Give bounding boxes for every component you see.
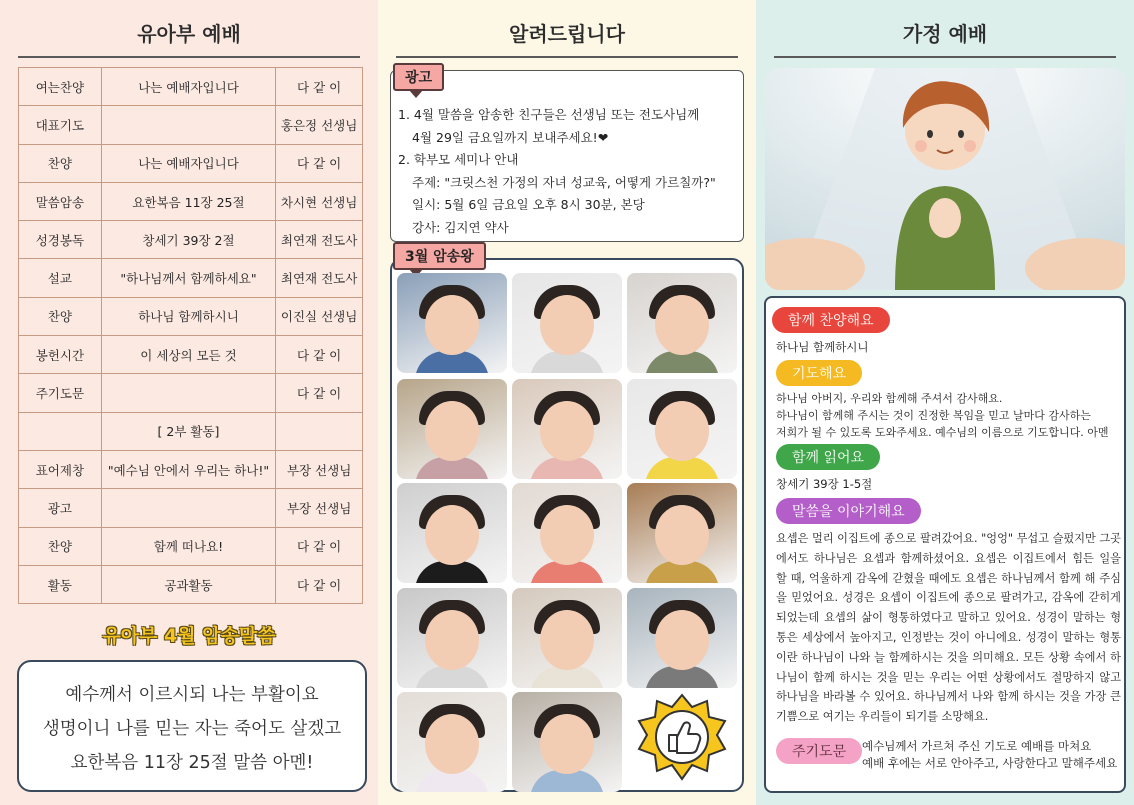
order-row: [19, 336, 363, 374]
child-photo: [512, 379, 622, 479]
verse-title: 유아부 4월 암송말씀: [102, 625, 276, 647]
order-item: 말씀암송: [19, 182, 102, 220]
story-label: 말씀을 이야기해요: [776, 498, 921, 524]
verse-box: [17, 660, 367, 792]
order-item: 찬양: [19, 527, 102, 565]
child-photo: [397, 273, 507, 373]
ad-item-1: 1. 4월 말씀을 암송한 친구들은 선생님 또는 전도사님께: [398, 107, 700, 122]
child-photo: [512, 483, 622, 583]
order-item: 찬양: [19, 144, 102, 182]
order-row: [19, 221, 363, 259]
order-leader: 다 같 이: [276, 374, 363, 412]
lords-prayer-line: 예수님께서 가르쳐 주신 기도로 예배를 마쳐요: [862, 739, 1092, 753]
order-content: 창세기 39장 2절: [101, 221, 275, 259]
order-row: [19, 182, 363, 220]
ad-item-2-speaker: 강사: 김지연 약사: [412, 219, 509, 235]
order-leader: 최연재 전도사: [276, 259, 363, 297]
read-text: 창세기 39장 1-5절: [776, 477, 873, 491]
order-item: 대표기도: [19, 106, 102, 144]
child-photo: [627, 273, 737, 373]
ad-item-1-deadline: 4월 29일 금요일까지 보내주세요!❤: [412, 129, 609, 145]
praying-child-illustration: [765, 68, 1125, 290]
order-item: 주기도문: [19, 374, 102, 412]
order-row: [19, 565, 363, 603]
child-photo: [512, 588, 622, 688]
left-title: 유아부 예배: [137, 22, 241, 46]
verse-line: 요한복음 11장 25절 말씀 아멘!: [70, 753, 314, 773]
order-leader: [276, 412, 363, 450]
order-row: [19, 374, 363, 412]
ad-item-2-topic: 주제: "크릿스천 가정의 자녀 성교육, 어떻게 가르칠까?": [412, 174, 716, 190]
order-content: [101, 106, 275, 144]
order-item: 봉헌시간: [19, 336, 102, 374]
order-row: [19, 106, 363, 144]
order-content: 요한복음 11장 25절: [101, 182, 275, 220]
middle-title: 알려드립니다: [509, 22, 625, 46]
order-item: [19, 412, 102, 450]
left-title-rule: [18, 56, 360, 58]
order-content: 하나님 함께하시니: [101, 297, 275, 335]
child-photo: [512, 692, 622, 792]
order-content: "하나님께서 함께하세요": [101, 259, 275, 297]
announcement-list: [398, 104, 743, 239]
order-leader: 다 같 이: [276, 336, 363, 374]
praying-child-icon: [765, 68, 1125, 290]
pray-text: 하나님 아버지, 우리와 함께해 주셔서 감사해요. 하나님이 함께해 주시는 것이 진정한 복임을 믿고 날마다 감사하는 저희가 될 수 있도록 도와주세요. 예수님의 이름으로 기도합니다. 아멘: [776, 392, 1109, 439]
worship-order-table: [18, 67, 363, 604]
order-row: [19, 489, 363, 527]
child-photo: [397, 379, 507, 479]
order-row: [19, 297, 363, 335]
order-row: [19, 259, 363, 297]
order-item: 표어제창: [19, 450, 102, 488]
order-leader: 다 같 이: [276, 68, 363, 106]
order-leader: 다 같 이: [276, 144, 363, 182]
right-title-rule: [774, 56, 1116, 58]
ad-item-2-date: 일시: 5월 6일 금요일 오후 8시 30분, 본당: [412, 197, 645, 212]
right-title: 가정 예배: [902, 22, 988, 46]
child-photo: [397, 588, 507, 688]
order-item: 여는찬양: [19, 68, 102, 106]
child-photo: [397, 692, 507, 792]
order-item: 찬양: [19, 297, 102, 335]
order-item: 활동: [19, 565, 102, 603]
story-text: 요셉은 멀리 이집트에 종으로 팔려갔어요. "엉엉" 무섭고 슬펐지만 그곳에서도 하나님은 요셉과 함께하셨어요. 요셉은 이집트에서 힘든 일을 할 때, 억울하게 감옥에 갇혔을 때에도 요셉은 하나님께서 함께 해 주심을 믿었어요. 성경은 요셉이 이집트에 종으로 팔려가고, 감옥에 갇히게 되었는데 요셉의 삶이 형통하였다고 말하고 있어요. 성경이 말하는 형통은 세상에서 높아지고, 인정받는 것이 아니에요. 성경이 말하는 형통이란 하나님이 나와 늘 함께하시는 것을 의미해요. 모든 상황 속에서 하나님이 함께 하시는 것을 믿는 우리는 어떤 상황에서도 절망하지 않고 하나님을 바라볼 수 있어요. 하나님께서 나와 함께 하시는 것을 가장 큰 기쁨으로 여기는 우리들이 되기를 소망해요.: [776, 532, 1121, 724]
child-photo: [627, 483, 737, 583]
order-leader: 다 같 이: [276, 565, 363, 603]
thumbs-up-icon: [637, 693, 727, 783]
order-leader: 다 같 이: [276, 527, 363, 565]
order-row: [19, 68, 363, 106]
order-leader: 차시현 선생님: [276, 182, 363, 220]
order-content: 함께 떠나요!: [101, 527, 275, 565]
order-leader: 부장 선생님: [276, 489, 363, 527]
child-photo: [397, 483, 507, 583]
pray-label: 기도해요: [776, 360, 862, 386]
order-row: [19, 412, 363, 450]
order-item: 성경봉독: [19, 221, 102, 259]
verse-line: 생명이니 나를 믿는 자는 죽어도 살겠고: [42, 719, 342, 739]
order-content: 나는 예배자입니다: [101, 68, 275, 106]
order-item: 광고: [19, 489, 102, 527]
order-leader: 최연재 전도사: [276, 221, 363, 259]
child-photo: [512, 273, 622, 373]
order-content: [ 2부 활동]: [101, 412, 275, 450]
order-content: [101, 489, 275, 527]
order-content: 이 세상의 모든 것: [101, 336, 275, 374]
lords-prayer-text: [862, 738, 1124, 772]
order-row: [19, 144, 363, 182]
order-content: 공과활동: [101, 565, 275, 603]
order-content: 나는 예배자입니다: [101, 144, 275, 182]
order-leader: 홍은정 선생님: [276, 106, 363, 144]
lords-prayer-line: 예배 후에는 서로 안아주고, 사랑한다고 말해주세요: [862, 756, 1118, 770]
child-photo: [627, 588, 737, 688]
lords-prayer-label: 주기도문: [776, 738, 862, 764]
middle-title-rule: [396, 56, 738, 58]
sing-label: 함께 찬양해요: [772, 307, 890, 333]
order-item: 설교: [19, 259, 102, 297]
ad-tag: 광고: [393, 63, 444, 91]
order-content: [101, 374, 275, 412]
order-leader: 이진실 선생님: [276, 297, 363, 335]
order-leader: 부장 선생님: [276, 450, 363, 488]
order-content: "예수님 안에서 우리는 하나!": [101, 450, 275, 488]
verse-line: 예수께서 이르시되 나는 부활이요: [65, 685, 319, 705]
order-row: [19, 450, 363, 488]
child-photo: [627, 379, 737, 479]
ad-item-2: 2. 학부모 세미나 안내: [398, 152, 519, 167]
order-row: [19, 527, 363, 565]
sing-text: 하나님 함께하시니: [776, 340, 869, 354]
photo-tag: 3월 암송왕: [393, 242, 486, 270]
read-label: 함께 읽어요: [776, 444, 880, 470]
